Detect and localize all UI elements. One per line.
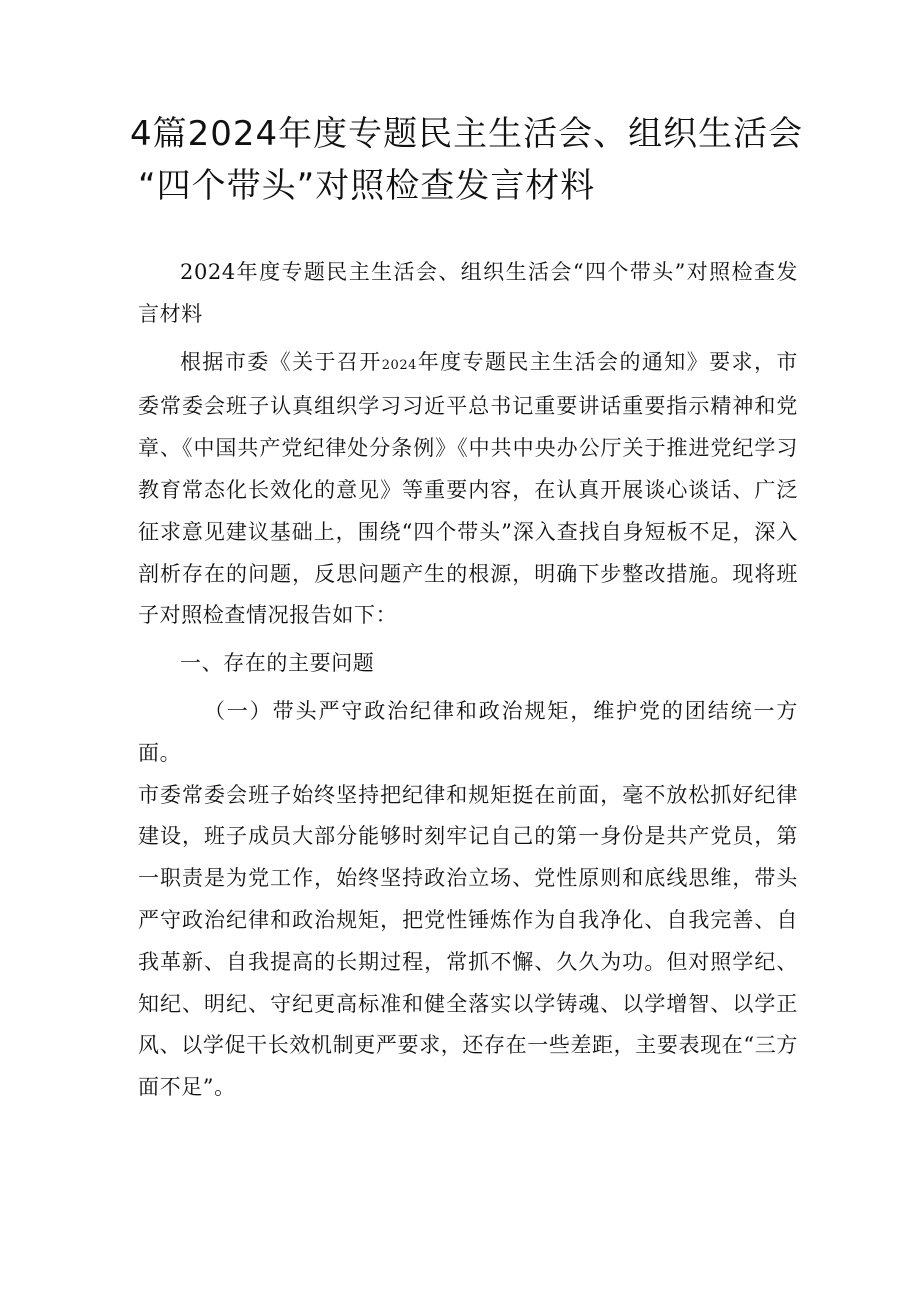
- intro-prefix: 根据市委《关于召开: [180, 349, 382, 374]
- subsection-heading: （一）带头严守政治纪律和政治规矩，维护党的团结统一方面。: [138, 698, 798, 765]
- intro-rest: 年度专题民主生活会的通知》要求，市委常委会班子认真组织学习习近平总书记重要讲话重要指示精神和党章、《中国共产党纪律处分条例》《中共中央办公厅关于推进党纪学习教育常态化长效化的意见》等重要内容，在认真开展谈心谈话、广泛征求意见建议基础上，围绕“四个带头”深入查找自身短板不足，深入剖析存在的问题，反思问题产生的根源，明确下步整改措施。现将班子对照检查情况报告如下：: [138, 349, 798, 628]
- document-body: [138, 252, 798, 1115]
- document-title: [130, 108, 810, 212]
- intro-paragraph: [138, 342, 798, 638]
- title-line-2: “四个带头”对照检查发言材料: [138, 166, 596, 206]
- subtitle-paragraph: 2024年度专题民主生活会、组织生活会“四个带头”对照检查发言材料: [138, 260, 798, 326]
- body-paragraph-1: 市委常委会班子始终坚持把纪律和规矩挺在前面，毫不放松抓好纪律建设，班子成员大部分能够时刻牢记自己的第一身份是共产党员，第一职责是为党工作，始终坚持政治立场、党性原则和底线思维，带头严守政治纪律和政治规矩，把党性锤炼作为自我净化、自我完善、自我革新、自我提高的长期过程，常抓不懈、久久为功。但对照学纪、知纪、明纪、守纪更高标准和健全落实以学铸魂、以学增智、以学正风、以学促干长效机制更严要求，还存在一些差距，主要表现在“三方面不足”。: [138, 782, 798, 1100]
- title-line-1: 4篇2024年度专题民主生活会、组织生活会: [130, 114, 804, 154]
- intro-year: 2024: [381, 357, 417, 373]
- section-heading: 一、存在的主要问题: [180, 651, 375, 676]
